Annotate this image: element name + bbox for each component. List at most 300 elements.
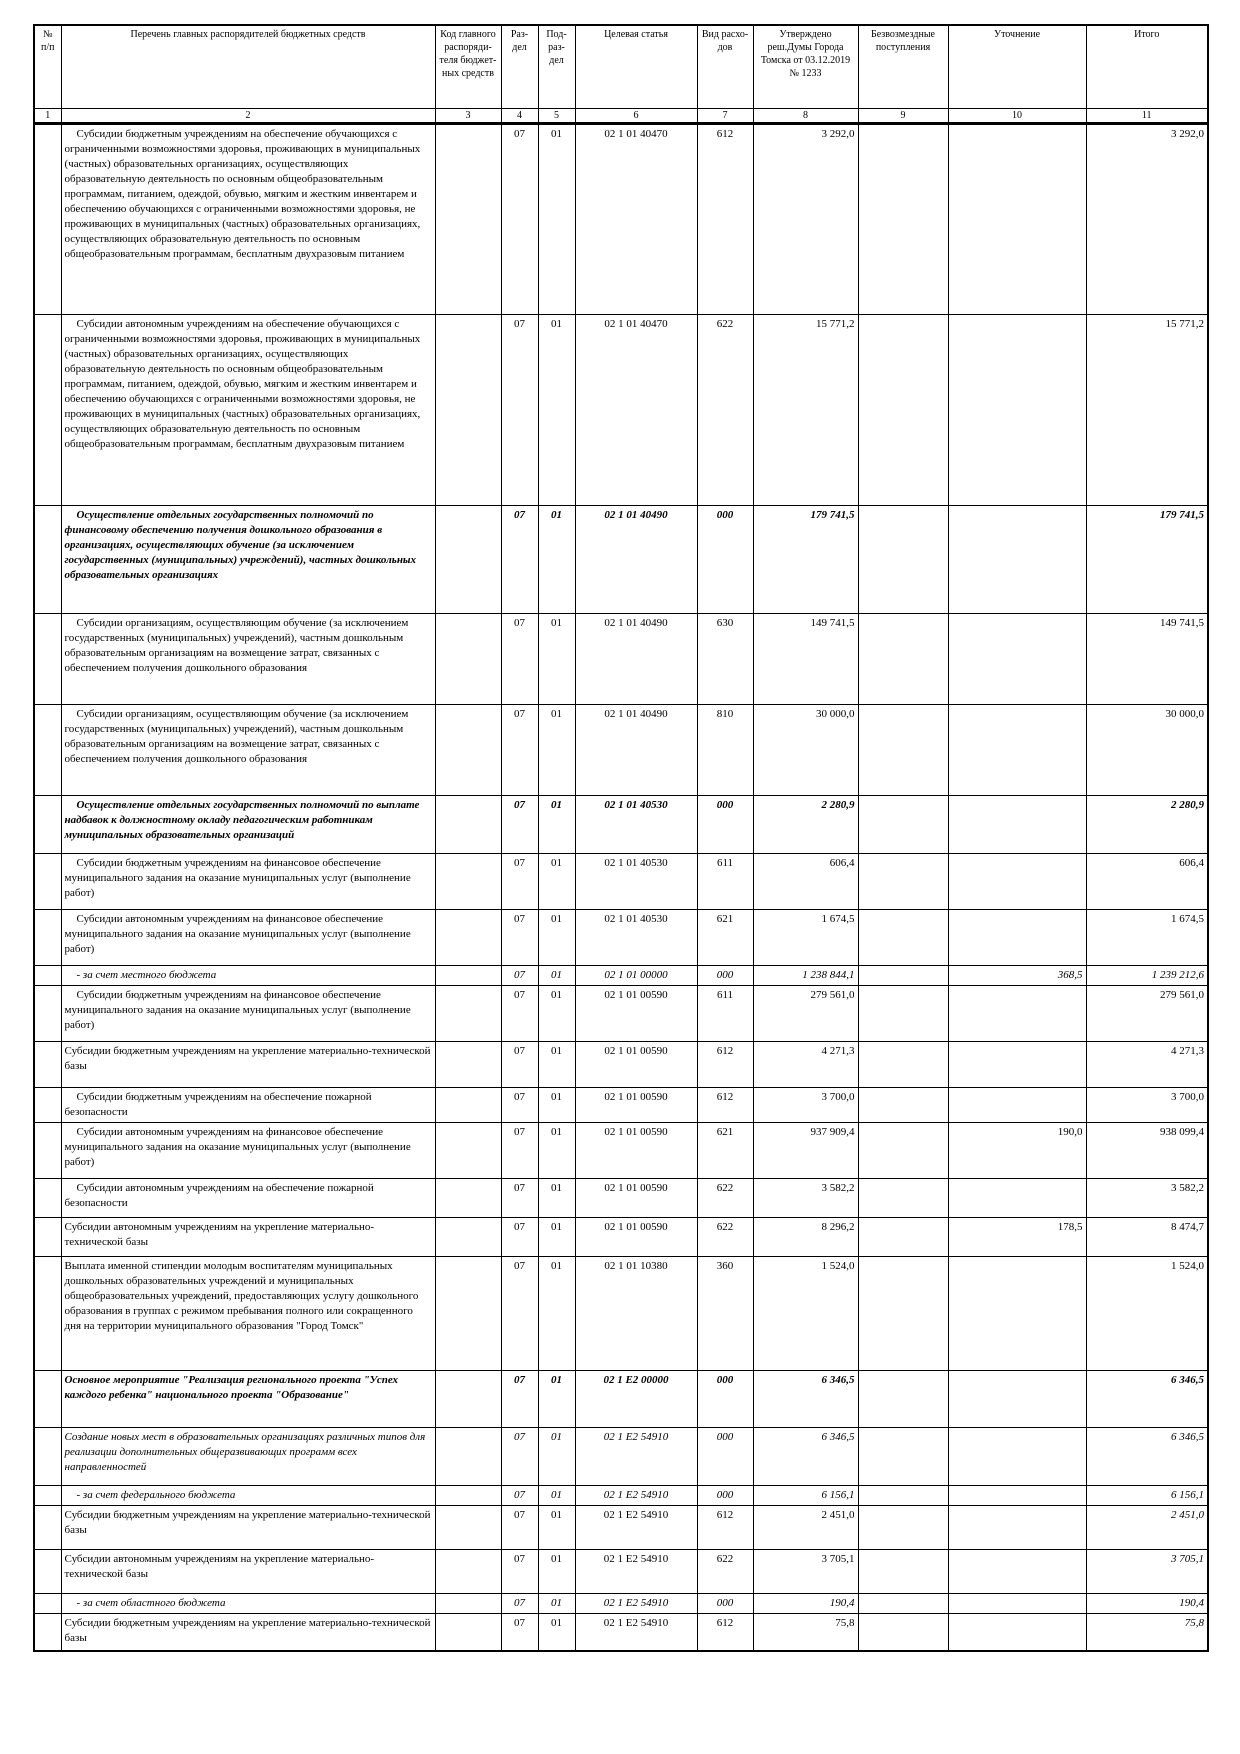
row-adjust-cell — [948, 1614, 1086, 1651]
row-free-cell — [858, 1088, 948, 1123]
row-free-cell — [858, 986, 948, 1042]
row-approved-cell: 2 280,9 — [753, 796, 858, 854]
row-adjust-cell — [948, 854, 1086, 910]
row-name-cell: Субсидии автономным учреждениям на укрепление материально-технической базы — [61, 1218, 435, 1257]
row-razdel-cell: 07 — [501, 1594, 538, 1614]
row-podrazdel-cell: 01 — [538, 1428, 575, 1486]
row-number-cell — [34, 1371, 61, 1428]
row-approved-cell: 937 909,4 — [753, 1123, 858, 1179]
row-number-cell — [34, 1042, 61, 1088]
table-row — [34, 1486, 1208, 1506]
row-podrazdel-cell: 01 — [538, 796, 575, 854]
row-free-cell — [858, 854, 948, 910]
table-row — [34, 1428, 1208, 1486]
row-number-cell — [34, 124, 61, 315]
row-number-cell — [34, 1550, 61, 1594]
row-number-cell — [34, 705, 61, 796]
row-podrazdel-cell: 01 — [538, 986, 575, 1042]
row-number-cell — [34, 614, 61, 705]
row-adjust-cell — [948, 614, 1086, 705]
row-approved-cell: 3 705,1 — [753, 1550, 858, 1594]
row-free-cell — [858, 1179, 948, 1218]
row-approved-cell: 6 346,5 — [753, 1371, 858, 1428]
header-podrazdel: Под-раз-дел — [538, 25, 575, 109]
row-code-cell — [435, 1123, 501, 1179]
row-razdel-cell: 07 — [501, 1486, 538, 1506]
row-razdel-cell: 07 — [501, 614, 538, 705]
row-free-cell — [858, 910, 948, 966]
table-row — [34, 1179, 1208, 1218]
row-adjust-cell — [948, 796, 1086, 854]
header-adjust: Уточнение — [948, 25, 1086, 109]
row-total-cell: 2 451,0 — [1086, 1506, 1208, 1550]
row-approved-cell: 1 674,5 — [753, 910, 858, 966]
header-vid: Вид расхо-дов — [697, 25, 753, 109]
row-approved-cell: 190,4 — [753, 1594, 858, 1614]
table-row — [34, 124, 1208, 315]
row-adjust-cell — [948, 124, 1086, 315]
table-row — [34, 614, 1208, 705]
row-free-cell — [858, 614, 948, 705]
row-total-cell: 4 271,3 — [1086, 1042, 1208, 1088]
row-approved-cell: 279 561,0 — [753, 986, 858, 1042]
row-target-cell: 02 1 01 40490 — [575, 506, 697, 614]
row-code-cell — [435, 1550, 501, 1594]
row-total-cell: 3 705,1 — [1086, 1550, 1208, 1594]
row-free-cell — [858, 1486, 948, 1506]
row-code-cell — [435, 986, 501, 1042]
column-number: 3 — [435, 109, 501, 124]
row-target-cell: 02 1 E2 54910 — [575, 1550, 697, 1594]
row-razdel-cell: 07 — [501, 705, 538, 796]
row-name-cell: Субсидии бюджетным учреждениям на обеспечение пожарной безопасности — [61, 1088, 435, 1123]
column-number-row — [34, 109, 1208, 124]
budget-table — [33, 24, 1209, 1652]
row-code-cell — [435, 910, 501, 966]
row-name-cell: Субсидии бюджетным учреждениям на финансовое обеспечение муниципального задания на оказание муниципальных услуг (выполнение работ) — [61, 986, 435, 1042]
row-target-cell: 02 1 01 00000 — [575, 966, 697, 986]
row-free-cell — [858, 1428, 948, 1486]
row-name-cell: Субсидии автономным учреждениям на укрепление материально-технической базы — [61, 1550, 435, 1594]
row-name-cell: - за счет областного бюджета — [61, 1594, 435, 1614]
row-free-cell — [858, 1506, 948, 1550]
table-body — [34, 124, 1208, 1651]
row-approved-cell: 75,8 — [753, 1614, 858, 1651]
row-code-cell — [435, 506, 501, 614]
row-podrazdel-cell: 01 — [538, 1042, 575, 1088]
row-target-cell: 02 1 01 40530 — [575, 910, 697, 966]
row-podrazdel-cell: 01 — [538, 614, 575, 705]
row-adjust-cell — [948, 1179, 1086, 1218]
table-row — [34, 506, 1208, 614]
row-adjust-cell — [948, 910, 1086, 966]
row-razdel-cell: 07 — [501, 1088, 538, 1123]
row-approved-cell: 1 238 844,1 — [753, 966, 858, 986]
table-row — [34, 1218, 1208, 1257]
row-vid-cell: 360 — [697, 1257, 753, 1371]
row-vid-cell: 000 — [697, 1486, 753, 1506]
row-free-cell — [858, 506, 948, 614]
row-podrazdel-cell: 01 — [538, 1088, 575, 1123]
row-name-cell: Основное мероприятие "Реализация регионального проекта "Успех каждого ребенка" национального проекта "Образование" — [61, 1371, 435, 1428]
row-free-cell — [858, 1594, 948, 1614]
row-podrazdel-cell: 01 — [538, 966, 575, 986]
row-code-cell — [435, 1257, 501, 1371]
row-podrazdel-cell: 01 — [538, 705, 575, 796]
table-row — [34, 705, 1208, 796]
row-code-cell — [435, 1428, 501, 1486]
row-total-cell: 938 099,4 — [1086, 1123, 1208, 1179]
header-name: Перечень главных распорядителей бюджетных средств — [61, 25, 435, 109]
row-podrazdel-cell: 01 — [538, 1550, 575, 1594]
row-adjust-cell: 190,0 — [948, 1123, 1086, 1179]
row-vid-cell: 621 — [697, 1123, 753, 1179]
row-name-cell: Субсидии автономным учреждениям на обеспечение обучающихся с ограниченными возможностями здоровья, проживающих в муниципальных (частных) образовательных организациях, осуществляющих образовательную деятельность по основным общеобразовательным программам, питанием, одеждой, обувью, мягким и жестким инвентарем и обеспечению обучающихся с ограниченными возможностями здоровья, не проживающих в муниципальных (частных) образовательных организациях, осуществляющих образовательную деятельность по основным общеобразовательным программам, бесплатным двухразовым питанием — [61, 315, 435, 506]
row-target-cell: 02 1 01 00590 — [575, 1123, 697, 1179]
row-podrazdel-cell: 01 — [538, 1371, 575, 1428]
column-number: 11 — [1086, 109, 1208, 124]
row-vid-cell: 612 — [697, 1088, 753, 1123]
row-razdel-cell: 07 — [501, 1179, 538, 1218]
row-razdel-cell: 07 — [501, 1428, 538, 1486]
row-name-cell: Субсидии организациям, осуществляющим обучение (за исключением государственных (муниципальных) учреждений), частным дошкольным образовательным организациям на возмещение затрат, связанных с обеспечением получения дошкольного образования — [61, 614, 435, 705]
row-name-cell: Создание новых мест в образовательных организациях различных типов для реализации дополнительных общеразвивающих программ всех направленностей — [61, 1428, 435, 1486]
row-total-cell: 179 741,5 — [1086, 506, 1208, 614]
header-razdel: Раз-дел — [501, 25, 538, 109]
row-free-cell — [858, 315, 948, 506]
row-name-cell: - за счет местного бюджета — [61, 966, 435, 986]
row-podrazdel-cell: 01 — [538, 1218, 575, 1257]
row-approved-cell: 4 271,3 — [753, 1042, 858, 1088]
row-vid-cell: 612 — [697, 124, 753, 315]
row-name-cell: Субсидии бюджетным учреждениям на обеспечение обучающихся с ограниченными возможностями здоровья, проживающих в муниципальных (частных) образовательных организациях, осуществляющих образовательную деятельность по основным общеобразовательным программам, питанием, одеждой, обувью, мягким и жестким инвентарем и обеспечению обучающихся с ограниченными возможностями здоровья, не проживающих в муниципальных (частных) образовательных организациях, осуществляющих образовательную деятельность по основным общеобразовательным программам, бесплатным двухразовым питанием — [61, 124, 435, 315]
header-code: Код главного распоряди-теля бюджет-ных средств — [435, 25, 501, 109]
row-target-cell: 02 1 E2 54910 — [575, 1486, 697, 1506]
row-adjust-cell — [948, 315, 1086, 506]
row-vid-cell: 810 — [697, 705, 753, 796]
row-vid-cell: 611 — [697, 986, 753, 1042]
row-name-cell: - за счет федерального бюджета — [61, 1486, 435, 1506]
row-total-cell: 3 292,0 — [1086, 124, 1208, 315]
row-adjust-cell — [948, 1257, 1086, 1371]
row-vid-cell: 000 — [697, 966, 753, 986]
row-razdel-cell: 07 — [501, 1257, 538, 1371]
row-number-cell — [34, 1594, 61, 1614]
row-target-cell: 02 1 E2 54910 — [575, 1614, 697, 1651]
row-free-cell — [858, 966, 948, 986]
row-number-cell — [34, 854, 61, 910]
budget-document — [33, 24, 1207, 1652]
row-name-cell: Осуществление отдельных государственных полномочий по выплате надбавок к должностному окладу педагогическим работникам муниципальных образовательных организаций — [61, 796, 435, 854]
row-name-cell: Субсидии бюджетным учреждениям на укрепление материально-технической базы — [61, 1614, 435, 1651]
column-number: 6 — [575, 109, 697, 124]
row-razdel-cell: 07 — [501, 986, 538, 1042]
row-approved-cell: 6 156,1 — [753, 1486, 858, 1506]
row-razdel-cell: 07 — [501, 1371, 538, 1428]
table-row — [34, 1042, 1208, 1088]
row-approved-cell: 179 741,5 — [753, 506, 858, 614]
row-number-cell — [34, 966, 61, 986]
header-target: Целевая статья — [575, 25, 697, 109]
row-name-cell: Субсидии бюджетным учреждениям на укрепление материально-технической базы — [61, 1042, 435, 1088]
row-target-cell: 02 1 01 40530 — [575, 796, 697, 854]
row-number-cell — [34, 1123, 61, 1179]
row-code-cell — [435, 854, 501, 910]
row-total-cell: 279 561,0 — [1086, 986, 1208, 1042]
row-adjust-cell — [948, 1042, 1086, 1088]
row-vid-cell: 000 — [697, 506, 753, 614]
table-row — [34, 1123, 1208, 1179]
row-total-cell: 15 771,2 — [1086, 315, 1208, 506]
row-total-cell: 1 239 212,6 — [1086, 966, 1208, 986]
row-name-cell: Осуществление отдельных государственных полномочий по финансовому обеспечению получения дошкольного образования в организациях, осуществляющих обучение (за исключением государственных (муниципальных) учреждений), частных дошкольных образовательных организациях — [61, 506, 435, 614]
row-number-cell — [34, 910, 61, 966]
row-free-cell — [858, 124, 948, 315]
row-total-cell: 8 474,7 — [1086, 1218, 1208, 1257]
row-code-cell — [435, 614, 501, 705]
row-target-cell: 02 1 01 00590 — [575, 1218, 697, 1257]
row-razdel-cell: 07 — [501, 315, 538, 506]
row-number-cell — [34, 986, 61, 1042]
row-razdel-cell: 07 — [501, 1123, 538, 1179]
row-razdel-cell: 07 — [501, 854, 538, 910]
row-number-cell — [34, 796, 61, 854]
row-total-cell: 190,4 — [1086, 1594, 1208, 1614]
row-code-cell — [435, 1594, 501, 1614]
row-code-cell — [435, 1614, 501, 1651]
row-name-cell: Субсидии бюджетным учреждениям на финансовое обеспечение муниципального задания на оказание муниципальных услуг (выполнение работ) — [61, 854, 435, 910]
row-target-cell: 02 1 01 00590 — [575, 986, 697, 1042]
row-total-cell: 3 582,2 — [1086, 1179, 1208, 1218]
row-code-cell — [435, 1371, 501, 1428]
table-row — [34, 910, 1208, 966]
row-target-cell: 02 1 E2 54910 — [575, 1506, 697, 1550]
row-name-cell: Субсидии бюджетным учреждениям на укрепление материально-технической базы — [61, 1506, 435, 1550]
row-approved-cell: 30 000,0 — [753, 705, 858, 796]
header-total: Итого — [1086, 25, 1208, 109]
row-name-cell: Субсидии автономным учреждениям на финансовое обеспечение муниципального задания на оказание муниципальных услуг (выполнение работ) — [61, 1123, 435, 1179]
row-vid-cell: 612 — [697, 1614, 753, 1651]
row-adjust-cell — [948, 1371, 1086, 1428]
header-free: Безвозмездные поступления — [858, 25, 948, 109]
row-total-cell: 3 700,0 — [1086, 1088, 1208, 1123]
row-free-cell — [858, 1257, 948, 1371]
row-number-cell — [34, 1218, 61, 1257]
row-approved-cell: 15 771,2 — [753, 315, 858, 506]
row-podrazdel-cell: 01 — [538, 1506, 575, 1550]
column-number: 10 — [948, 109, 1086, 124]
table-row — [34, 854, 1208, 910]
row-vid-cell: 000 — [697, 796, 753, 854]
header-row — [34, 25, 1208, 109]
row-number-cell — [34, 1486, 61, 1506]
row-podrazdel-cell: 01 — [538, 1486, 575, 1506]
row-total-cell: 6 346,5 — [1086, 1428, 1208, 1486]
row-code-cell — [435, 705, 501, 796]
row-razdel-cell: 07 — [501, 796, 538, 854]
row-razdel-cell: 07 — [501, 1042, 538, 1088]
row-razdel-cell: 07 — [501, 1218, 538, 1257]
row-podrazdel-cell: 01 — [538, 124, 575, 315]
row-podrazdel-cell: 01 — [538, 910, 575, 966]
row-name-cell: Субсидии автономным учреждениям на обеспечение пожарной безопасности — [61, 1179, 435, 1218]
row-target-cell: 02 1 E2 54910 — [575, 1428, 697, 1486]
row-total-cell: 1 524,0 — [1086, 1257, 1208, 1371]
row-total-cell: 6 156,1 — [1086, 1486, 1208, 1506]
row-number-cell — [34, 1614, 61, 1651]
row-free-cell — [858, 1123, 948, 1179]
row-target-cell: 02 1 01 40490 — [575, 614, 697, 705]
row-target-cell: 02 1 01 40470 — [575, 124, 697, 315]
column-number: 1 — [34, 109, 61, 124]
row-approved-cell: 606,4 — [753, 854, 858, 910]
column-number: 2 — [61, 109, 435, 124]
row-free-cell — [858, 1614, 948, 1651]
row-adjust-cell: 368,5 — [948, 966, 1086, 986]
table-row — [34, 1614, 1208, 1651]
row-target-cell: 02 1 01 40490 — [575, 705, 697, 796]
row-number-cell — [34, 1506, 61, 1550]
row-free-cell — [858, 796, 948, 854]
row-total-cell: 6 346,5 — [1086, 1371, 1208, 1428]
row-total-cell: 30 000,0 — [1086, 705, 1208, 796]
row-code-cell — [435, 1088, 501, 1123]
row-code-cell — [435, 1042, 501, 1088]
column-number: 5 — [538, 109, 575, 124]
row-target-cell: 02 1 01 40470 — [575, 315, 697, 506]
row-target-cell: 02 1 E2 00000 — [575, 1371, 697, 1428]
table-row — [34, 966, 1208, 986]
row-number-cell — [34, 1428, 61, 1486]
row-vid-cell: 630 — [697, 614, 753, 705]
row-podrazdel-cell: 01 — [538, 1594, 575, 1614]
row-target-cell: 02 1 E2 54910 — [575, 1594, 697, 1614]
row-vid-cell: 622 — [697, 1550, 753, 1594]
row-code-cell — [435, 1506, 501, 1550]
row-name-cell: Субсидии организациям, осуществляющим обучение (за исключением государственных (муниципальных) учреждений), частным дошкольным образовательным организациям на возмещение затрат, связанных с обеспечением получения дошкольного образования — [61, 705, 435, 796]
row-approved-cell: 3 292,0 — [753, 124, 858, 315]
row-name-cell: Выплата именной стипендии молодым воспитателям муниципальных дошкольных образовательных учреждений и муниципальных общеобразовательных учреждений, предоставляющих услугу дошкольного образования в группах с режимом пребывания полного или сокращенного дня на территории муниципального образования "Город Томск" — [61, 1257, 435, 1371]
table-row — [34, 1257, 1208, 1371]
row-adjust-cell — [948, 1506, 1086, 1550]
table-row — [34, 1594, 1208, 1614]
row-razdel-cell: 07 — [501, 966, 538, 986]
row-adjust-cell — [948, 1428, 1086, 1486]
row-vid-cell: 622 — [697, 1218, 753, 1257]
row-approved-cell: 3 582,2 — [753, 1179, 858, 1218]
column-number: 7 — [697, 109, 753, 124]
table-row — [34, 1506, 1208, 1550]
row-number-cell — [34, 506, 61, 614]
row-approved-cell: 3 700,0 — [753, 1088, 858, 1123]
row-target-cell: 02 1 01 00590 — [575, 1179, 697, 1218]
row-free-cell — [858, 1218, 948, 1257]
row-adjust-cell — [948, 1594, 1086, 1614]
row-code-cell — [435, 1179, 501, 1218]
row-number-cell — [34, 315, 61, 506]
row-vid-cell: 612 — [697, 1042, 753, 1088]
row-number-cell — [34, 1257, 61, 1371]
row-name-cell: Субсидии автономным учреждениям на финансовое обеспечение муниципального задания на оказание муниципальных услуг (выполнение работ) — [61, 910, 435, 966]
column-number: 8 — [753, 109, 858, 124]
row-razdel-cell: 07 — [501, 1550, 538, 1594]
row-total-cell: 1 674,5 — [1086, 910, 1208, 966]
row-razdel-cell: 07 — [501, 124, 538, 315]
column-number: 9 — [858, 109, 948, 124]
row-adjust-cell: 178,5 — [948, 1218, 1086, 1257]
row-code-cell — [435, 966, 501, 986]
row-adjust-cell — [948, 1486, 1086, 1506]
row-adjust-cell — [948, 705, 1086, 796]
row-total-cell: 75,8 — [1086, 1614, 1208, 1651]
row-vid-cell: 000 — [697, 1594, 753, 1614]
row-code-cell — [435, 796, 501, 854]
header-num: № п/п — [34, 25, 61, 109]
row-total-cell: 2 280,9 — [1086, 796, 1208, 854]
row-adjust-cell — [948, 1550, 1086, 1594]
header-approved: Утверждено реш.Думы Города Томска от 03.12.2019 № 1233 — [753, 25, 858, 109]
row-number-cell — [34, 1088, 61, 1123]
row-vid-cell: 622 — [697, 1179, 753, 1218]
row-razdel-cell: 07 — [501, 1614, 538, 1651]
row-approved-cell: 2 451,0 — [753, 1506, 858, 1550]
table-row — [34, 796, 1208, 854]
row-target-cell: 02 1 01 00590 — [575, 1042, 697, 1088]
row-podrazdel-cell: 01 — [538, 1123, 575, 1179]
table-row — [34, 315, 1208, 506]
row-podrazdel-cell: 01 — [538, 1257, 575, 1371]
row-razdel-cell: 07 — [501, 1506, 538, 1550]
row-approved-cell: 1 524,0 — [753, 1257, 858, 1371]
row-vid-cell: 621 — [697, 910, 753, 966]
row-podrazdel-cell: 01 — [538, 854, 575, 910]
row-number-cell — [34, 1179, 61, 1218]
row-approved-cell: 8 296,2 — [753, 1218, 858, 1257]
row-adjust-cell — [948, 506, 1086, 614]
row-total-cell: 149 741,5 — [1086, 614, 1208, 705]
table-row — [34, 986, 1208, 1042]
row-vid-cell: 612 — [697, 1506, 753, 1550]
row-free-cell — [858, 1550, 948, 1594]
row-podrazdel-cell: 01 — [538, 1179, 575, 1218]
row-adjust-cell — [948, 1088, 1086, 1123]
row-adjust-cell — [948, 986, 1086, 1042]
row-free-cell — [858, 705, 948, 796]
row-code-cell — [435, 1218, 501, 1257]
row-free-cell — [858, 1042, 948, 1088]
row-total-cell: 606,4 — [1086, 854, 1208, 910]
row-vid-cell: 000 — [697, 1371, 753, 1428]
row-podrazdel-cell: 01 — [538, 506, 575, 614]
row-approved-cell: 149 741,5 — [753, 614, 858, 705]
row-approved-cell: 6 346,5 — [753, 1428, 858, 1486]
row-code-cell — [435, 1486, 501, 1506]
row-code-cell — [435, 124, 501, 315]
table-row — [34, 1371, 1208, 1428]
row-target-cell: 02 1 01 00590 — [575, 1088, 697, 1123]
row-target-cell: 02 1 01 40530 — [575, 854, 697, 910]
table-row — [34, 1088, 1208, 1123]
row-target-cell: 02 1 01 10380 — [575, 1257, 697, 1371]
row-code-cell — [435, 315, 501, 506]
row-podrazdel-cell: 01 — [538, 315, 575, 506]
row-free-cell — [858, 1371, 948, 1428]
row-podrazdel-cell: 01 — [538, 1614, 575, 1651]
row-vid-cell: 000 — [697, 1428, 753, 1486]
table-row — [34, 1550, 1208, 1594]
column-number: 4 — [501, 109, 538, 124]
row-vid-cell: 622 — [697, 315, 753, 506]
